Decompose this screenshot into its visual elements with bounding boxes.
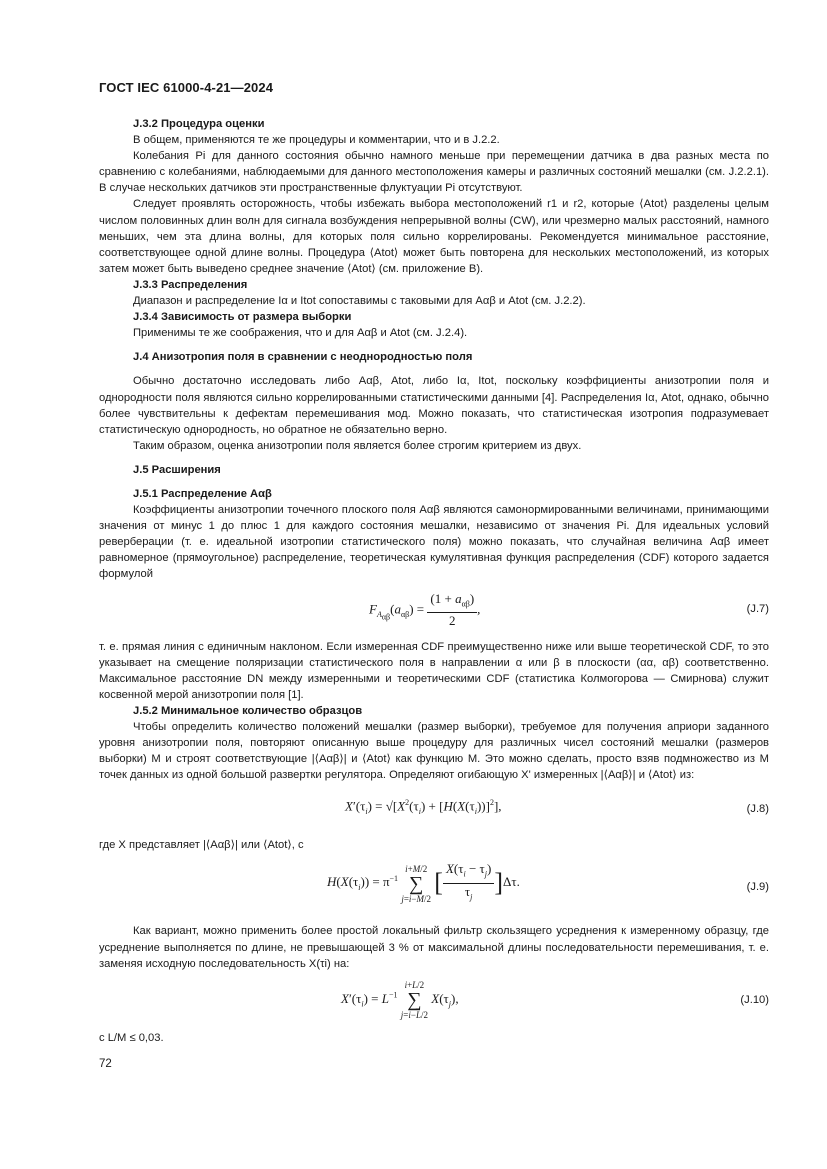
equation-j9 [99, 859, 769, 917]
equation-j10 [99, 978, 769, 1024]
equation-number: (J.9) [746, 881, 769, 894]
section-heading-j33: J.3.3 Распределения [133, 278, 248, 291]
equation-j8 [99, 789, 769, 831]
section-heading-j4: J.4 Анизотропия поля в сравнении с неоднородностью поля [133, 351, 473, 364]
document-body [99, 116, 769, 1046]
paragraph: Коэффициенты анизотропии точечного плоского поля Aαβ являются самонормированными величинами, принимающими значения от минус 1 до плюс 1 для каждого состояния мешалки, независимо от значения Pi. Для идеальных условий реверберации (т. е. идеальной изотропии статистического поля) можно показать, что случайная величина Aαβ имеет равномерное (прямоугольное) распределение, теоретическая кумулятивная функция распределения (CDF) которого задается формулой [99, 504, 769, 581]
paragraph: В общем, применяются те же процедуры и комментарии, что и в J.2.2. [133, 134, 500, 147]
equation-number: (J.7) [746, 602, 769, 615]
paragraph: Чтобы определить количество положений мешалки (размер выборки), требуемое для получения априори заданного уровня анизотропии поля, повторяют описанную выше процедуру для различных чисел состояний мешалки (размеров выборки) M и строят соответствующие |⟨Aαβ⟩| и ⟨Atot⟩ как функцию M. Это можно сделать, просто взяв подмножество из M точек данных из одной большой развертки регулятора. Определяют огибающую X' измеренных |⟨Aαβ⟩| и ⟨Atot⟩ из: [99, 721, 769, 782]
paragraph: Обычно достаточно исследовать либо Aαβ, Atot, либо Iα, Itot, поскольку коэффициенты анизотропии поля и однородности поля являются сильно коррелированными статистическими данными [4]. Распределения Iα, Atot, однако, обычно более чувствительны к дефектам перемешивания мод. Можно показать, что статистическая изотропия подразумевает статистическую однородность, но обратное не обязательно верно. [99, 375, 769, 436]
paragraph: Таким образом, оценка анизотропии поля является более строгим критерием из двух. [133, 439, 582, 452]
equation-number: (J.10) [740, 993, 769, 1006]
section-heading-j32: J.3.2 Процедура оценки [133, 118, 265, 130]
paragraph: где X представляет |⟨Aαβ⟩| или ⟨Atot⟩, с [99, 839, 304, 852]
paragraph: Как вариант, можно применить более простой локальный фильтр скользящего усреднения к измеренному образцу, где усреднение выполняется по длине, не превышающей 3 % от максимальной длины последовательности перемешивания, т. е. заменяя исходную последовательность X(τi) на: [99, 925, 769, 970]
equation-expression: $H(X(\tau_i)) = \pi^{-1}$ i+M/2 ∑ j=i−M/2 [ $\frac{X(\tau_i - \tau_j)}{\tau_j}$ ]Δτ. [327, 861, 520, 904]
section-heading-j5: J.5 Расширения [133, 463, 221, 476]
paragraph: Колебания Pi для данного состояния обычно намного меньше при перемещении датчика в два разных места по сравнению с колебаниями, наблюдаемыми для данного местоположения камеры и различных состояний мешалки (см. J.2.2.1). В случае нескольких датчиков эти пространственные флуктуации Pi отсутствуют. [99, 150, 769, 195]
equation-expression: $F_{A_{\alpha\beta}}(a_{\alpha\beta})$ = $\frac{(1 + a_{\alpha\beta})}{2}$ , [369, 590, 481, 629]
paragraph: т. е. прямая линия с единичным наклоном. Если измеренная CDF преимущественно ниже или выше теоретической CDF, то это указывает на смещение поляризации статистического поля в направлении α или β в плоскости (αα, αβ) соответственно. Максимальное расстояние DN между измеренными и теоретическими CDF (статистика Колмогорова — Смирнова) служит косвенной мерой анизотропии поля [1]. [99, 640, 769, 701]
equation-j7 [99, 589, 769, 633]
section-heading-j52: J.5.2 Минимальное количество образцов [133, 704, 363, 717]
paragraph: с L/M ≤ 0,03. [99, 1031, 164, 1044]
paragraph: Применимы те же соображения, что и для Aαβ и Atot (см. J.2.4). [133, 327, 468, 340]
paragraph: Диапазон и распределение Iα и Itot сопоставимы с таковыми для Aαβ и Atot (см. J.2.2). [133, 295, 586, 308]
section-heading-j51: J.5.1 Распределение Aαβ [133, 487, 272, 500]
section-heading-j34: J.3.4 Зависимость от размера выборки [133, 311, 352, 324]
paragraph: Следует проявлять осторожность, чтобы избежать выбора местоположений r1 и r2, которые ⟨Atot⟩ разделены целым числом половинных длин волн для сигнала возбуждения непрерывной волны (CW), или чрезмерно малых расстояний, намного меньших, чем эта длина волны, для которых поля сильно коррелированы. Рекомендуется минимальное расстояние, соответствующее одной длине волны. Процедура ⟨Atot⟩ может быть повторена для нескольких местоположений, из которых затем может быть выведено среднее значение ⟨Atot⟩ (см. приложение В). [99, 198, 769, 275]
equation-number: (J.8) [746, 803, 769, 816]
equation-expression: $X'(\tau_i) = L^{-1}$ i+L/2 ∑ j=i−L/2 $X(\tau_j)$, [341, 979, 459, 1020]
page-number: 72 [99, 1058, 112, 1070]
document-header: ГОСТ IEC 61000-4-21—2024 [99, 80, 274, 95]
equation-expression: $X'(\tau_i) = √[X^2(\tau_i) + [H(X(\tau_i))]^2]$, [345, 798, 502, 817]
